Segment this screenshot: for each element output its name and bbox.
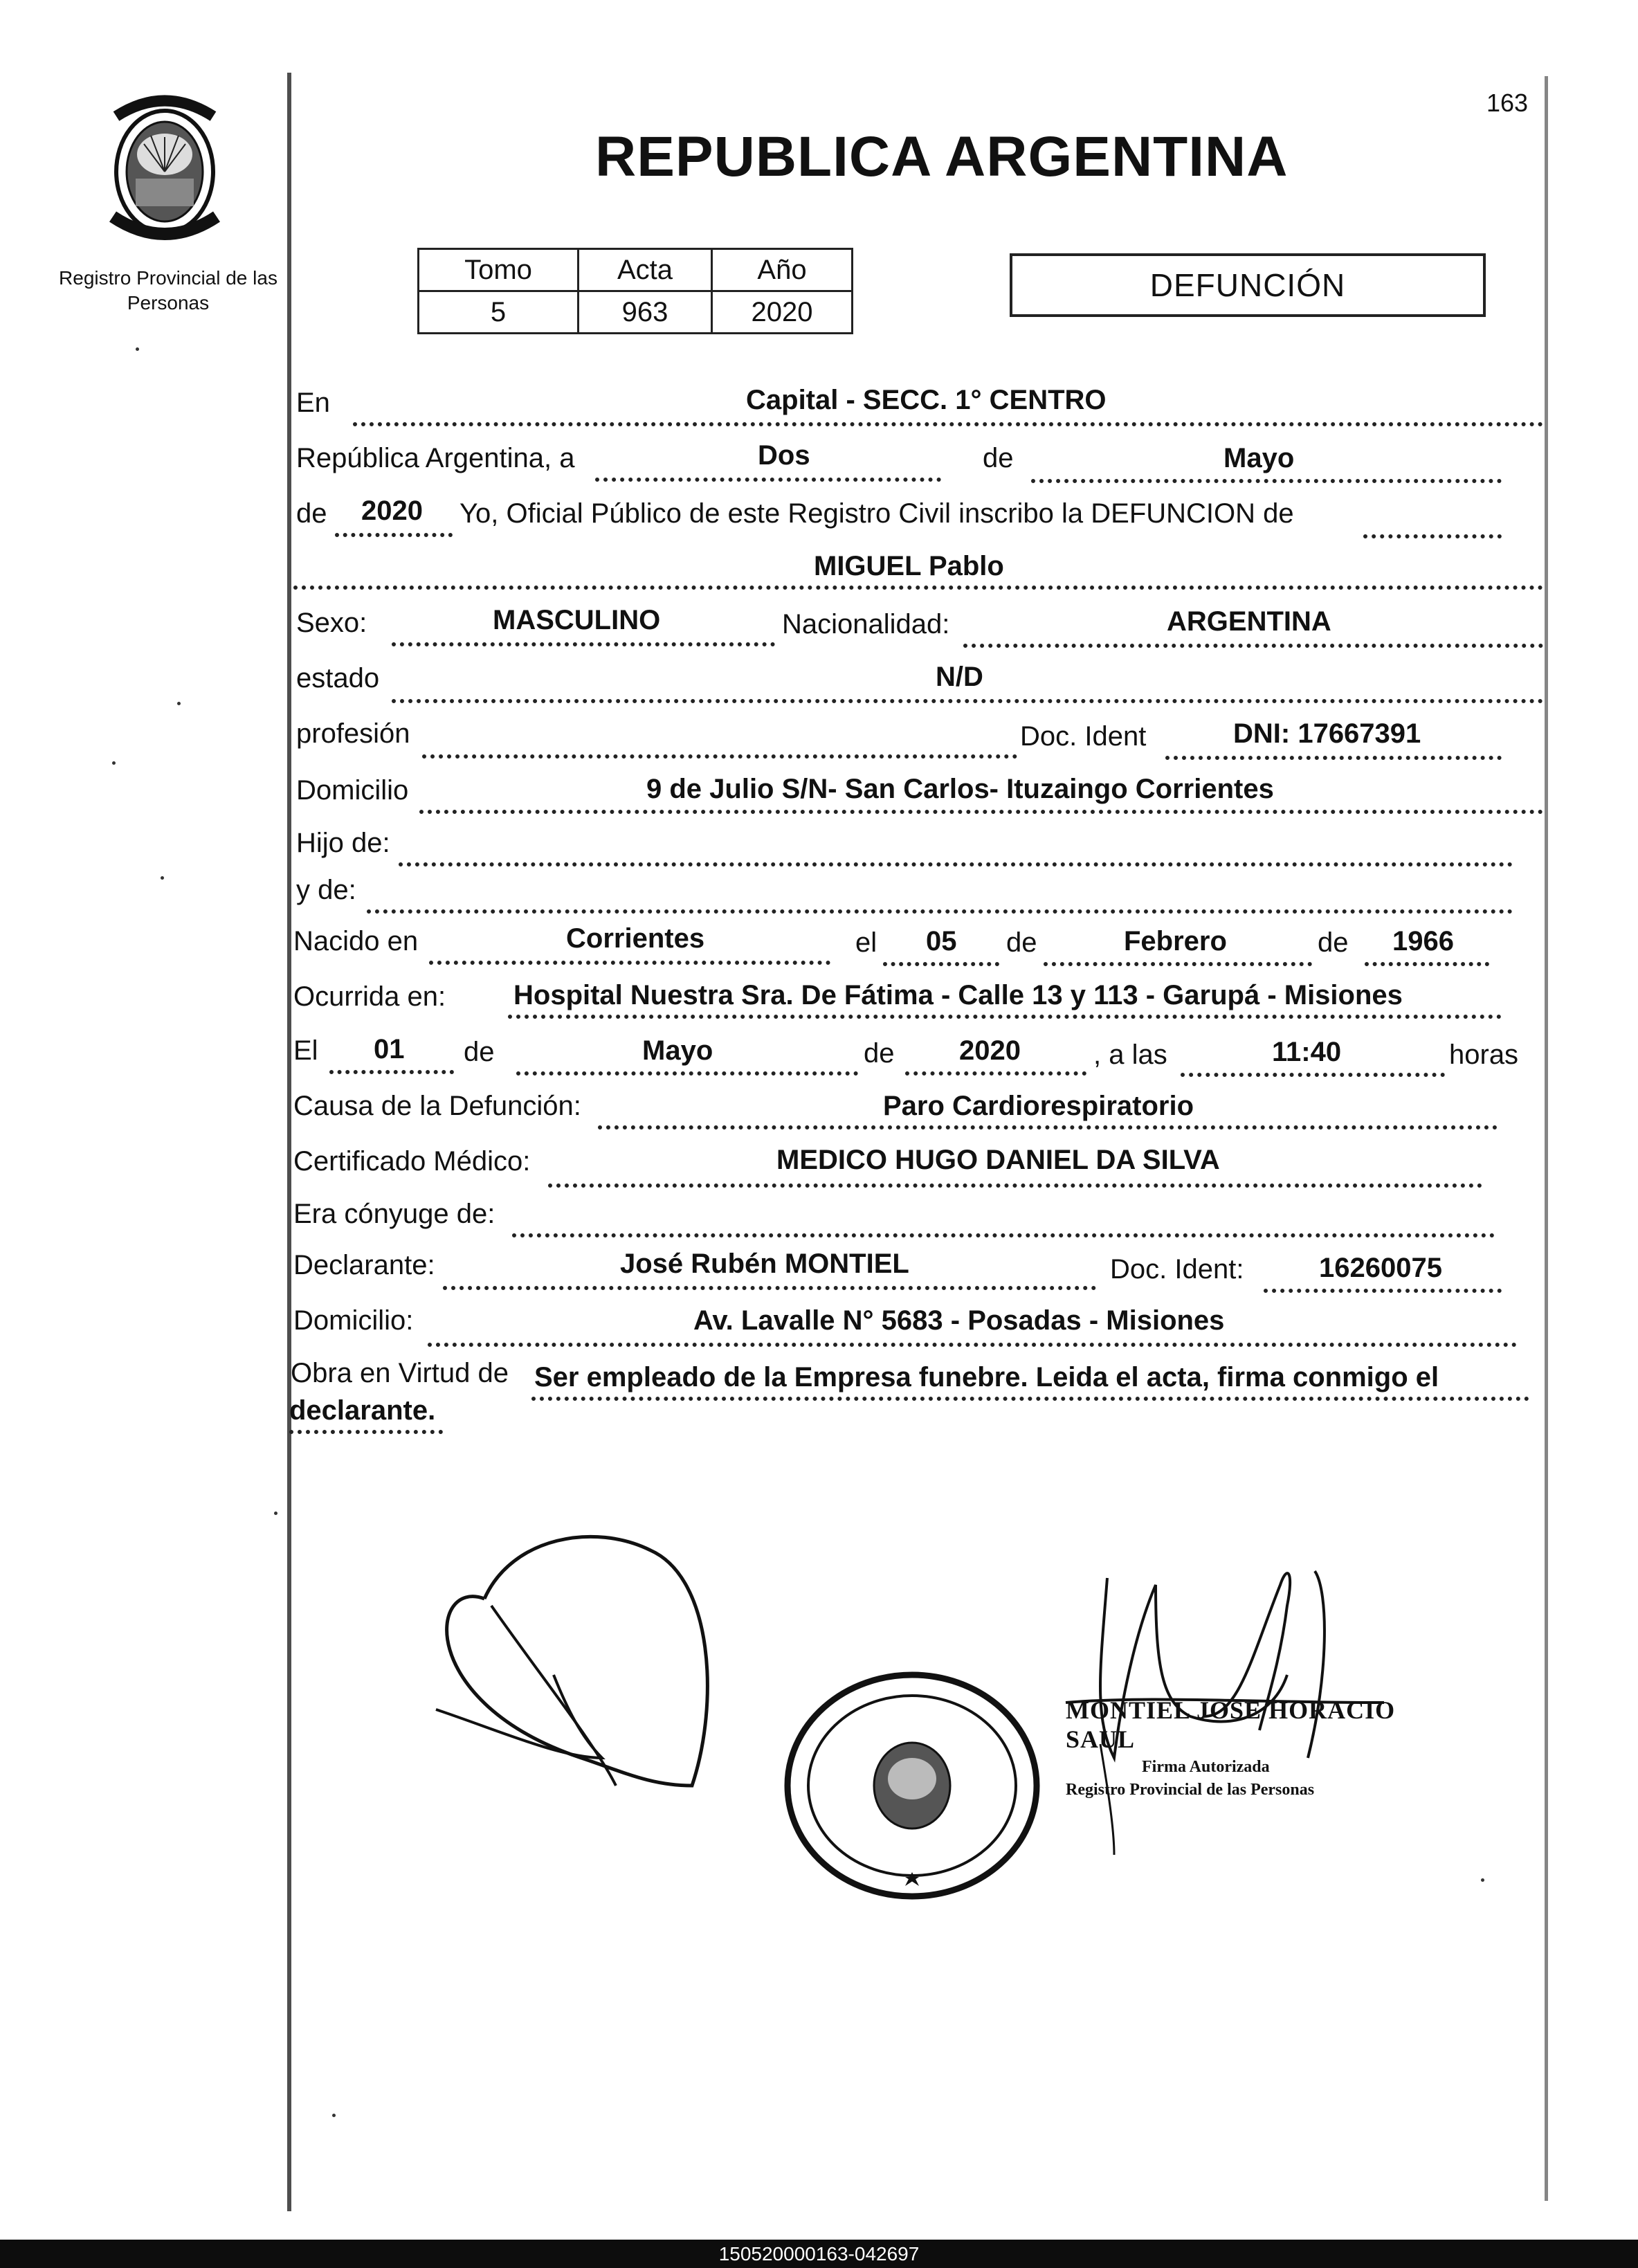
obra-value-line2: declarante.: [289, 1395, 436, 1426]
declarante-label: Declarante:: [293, 1250, 435, 1280]
conyuge-label: Era cónyuge de:: [293, 1199, 495, 1229]
official-name: MONTIEL JOSE HORACIO SAUL: [1066, 1696, 1396, 1753]
dotted-line: [443, 1286, 1096, 1290]
dotted-line: [595, 478, 941, 482]
de-label: de: [864, 1038, 895, 1069]
year-value: 2020: [361, 496, 423, 526]
ocurrida-label: Ocurrida en:: [293, 981, 446, 1012]
document-id-footer: 150520000163-042697: [0, 2240, 1638, 2268]
dotted-line: [548, 1183, 1482, 1188]
dotted-line: [531, 1397, 1529, 1401]
dotted-line: [1165, 756, 1502, 760]
estado-value: N/D: [936, 662, 983, 692]
domicilio-label: Domicilio: [296, 775, 409, 806]
anio-value: 2020: [712, 291, 853, 334]
causa-value: Paro Cardiorespiratorio: [883, 1091, 1194, 1121]
nacido-label: Nacido en: [293, 926, 419, 956]
sexo-label: Sexo:: [296, 608, 367, 638]
death-month-value: Mayo: [642, 1035, 713, 1066]
document-title: REPUBLICA ARGENTINA: [595, 125, 1289, 188]
en-value: Capital - SECC. 1° CENTRO: [746, 385, 1107, 415]
dotted-line: [392, 642, 775, 646]
page-number: 163: [1486, 89, 1529, 117]
tomo-value: 5: [419, 291, 579, 334]
dotted-line: [963, 644, 1543, 648]
day-value: Dos: [758, 440, 810, 471]
month-value: Mayo: [1223, 443, 1295, 473]
scan-speck: [136, 347, 139, 351]
dotted-line: [516, 1071, 858, 1076]
domicilio-value: 9 de Julio S/N- San Carlos- Ituzaingo Corrientes: [646, 774, 1274, 804]
horas-label: horas: [1449, 1040, 1519, 1070]
signature-and-stamp-area: [388, 1495, 1426, 1910]
scan-speck: [161, 876, 164, 880]
declarante-value: José Rubén MONTIEL: [620, 1249, 909, 1279]
acta-header: Acta: [579, 249, 712, 291]
obra-label: Obra en Virtud de: [291, 1358, 509, 1388]
dotted-line: [905, 1071, 1086, 1076]
certificado-label: Certificado Médico:: [293, 1146, 531, 1177]
dotted-line: [329, 1070, 454, 1074]
dotted-line: [399, 862, 1513, 867]
dotted-line: [422, 754, 1017, 759]
El-label: El: [293, 1035, 318, 1066]
death-year-value: 2020: [959, 1035, 1021, 1066]
tomo-header: Tomo: [419, 249, 579, 291]
dotted-line: [512, 1233, 1495, 1237]
scan-speck: [1481, 1878, 1484, 1882]
dotted-line: [1264, 1289, 1502, 1293]
left-margin-line: [287, 73, 291, 2211]
de-label: de: [1006, 927, 1037, 958]
dotted-line: [289, 1430, 443, 1434]
obra-value-line1: Ser empleado de la Empresa funebre. Leida el acta, firma conmigo el: [534, 1362, 1439, 1392]
en-label: En: [296, 388, 330, 418]
official-role: Firma Autorizada: [1142, 1758, 1270, 1776]
decl-domicilio-label: Domicilio:: [293, 1305, 414, 1336]
dotted-line: [293, 586, 1543, 590]
de-label: de: [983, 443, 1014, 473]
nacionalidad-label: Nacionalidad:: [782, 609, 950, 639]
scan-speck: [274, 1512, 277, 1515]
de-label: de: [464, 1037, 495, 1067]
death-time-value: 11:40: [1272, 1037, 1342, 1067]
profesion-label: profesión: [296, 718, 410, 749]
dotted-line: [353, 422, 1543, 426]
anio-header: Año: [712, 249, 853, 291]
nacido-value: Corrientes: [566, 923, 705, 954]
dotted-line: [392, 699, 1543, 703]
hijo-label: Hijo de:: [296, 828, 390, 858]
de-label: de: [296, 498, 327, 529]
dotted-line: [428, 1343, 1517, 1347]
dotted-line: [1031, 479, 1502, 483]
sexo-value: MASCULINO: [493, 605, 661, 635]
birth-year-value: 1966: [1392, 926, 1454, 956]
dotted-line: [419, 810, 1543, 814]
dotted-line: [598, 1125, 1498, 1130]
dotted-line: [508, 1015, 1502, 1019]
el-label: el: [855, 927, 877, 958]
dotted-line: [335, 533, 453, 537]
birth-month-value: Febrero: [1124, 926, 1227, 956]
scan-speck: [112, 761, 116, 765]
dotted-line: [1181, 1073, 1445, 1077]
doc-ident-label: Doc. Ident: [1020, 721, 1147, 752]
dotted-line: [1363, 534, 1502, 538]
dotted-line: [429, 961, 830, 965]
death-day-value: 01: [374, 1034, 405, 1064]
record-reference-table: [417, 248, 853, 334]
official-org: Registro Provincial de las Personas: [1066, 1781, 1315, 1799]
dotted-line: [1044, 962, 1312, 966]
scan-speck: [332, 2114, 336, 2117]
ocurrida-value: Hospital Nuestra Sra. De Fátima - Calle 13 y 113 - Garupá - Misiones: [513, 980, 1403, 1010]
scan-speck: [177, 702, 181, 705]
causa-label: Causa de la Defunción:: [293, 1091, 581, 1121]
deceased-name-value: MIGUEL Pablo: [814, 551, 1004, 581]
registry-name: Registro Provincial de las Personas: [59, 267, 277, 314]
republica-label: República Argentina, a: [296, 443, 575, 473]
nacionalidad-value: ARGENTINA: [1167, 606, 1331, 637]
province-coat-of-arms-logo: [102, 89, 227, 248]
decl-domicilio-value: Av. Lavalle N° 5683 - Posadas - Misiones: [693, 1305, 1225, 1336]
dotted-line: [367, 909, 1513, 914]
right-margin-line: [1545, 76, 1548, 2201]
decl-doc-value: 16260075: [1319, 1253, 1442, 1283]
de-label: de: [1318, 927, 1349, 958]
acta-value: 963: [579, 291, 712, 334]
dotted-line: [883, 962, 999, 966]
y-de-label: y de:: [296, 875, 356, 905]
estado-label: estado: [296, 663, 380, 693]
doc-ident-value: DNI: 17667391: [1233, 718, 1421, 749]
record-type-box: DEFUNCIÓN: [1010, 253, 1486, 317]
oficial-text: Yo, Oficial Público de este Registro Civil inscribo la DEFUNCION de: [459, 498, 1294, 529]
a-las-label: , a las: [1093, 1040, 1167, 1070]
birth-day-value: 05: [926, 926, 957, 956]
certificado-value: MEDICO HUGO DANIEL DA SILVA: [776, 1145, 1220, 1175]
dotted-line: [1365, 962, 1489, 966]
decl-doc-label: Doc. Ident:: [1110, 1254, 1244, 1285]
